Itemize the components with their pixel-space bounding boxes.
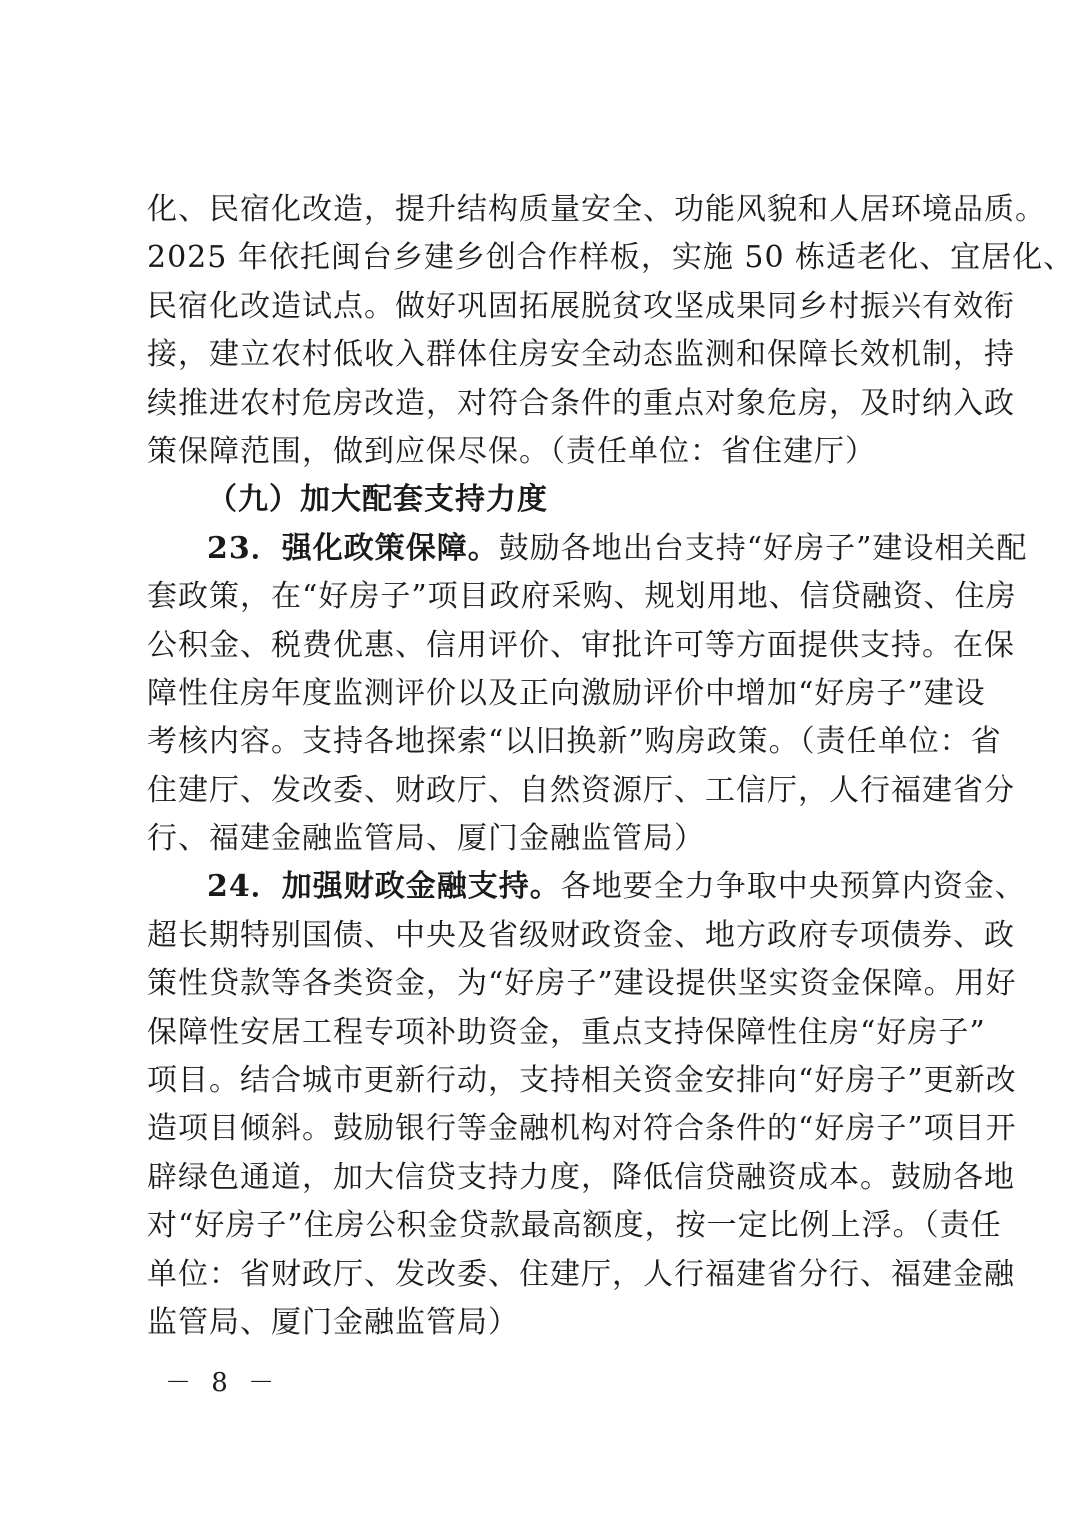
text-line: 超长期特别国债、中央及省级财政资金、地方政府专项债券、政 [147, 917, 1015, 953]
text-line: 造项目倾斜。鼓励银行等金融机构对符合条件的“好房子”项目开 [147, 1111, 1017, 1147]
text-line: 障性住房年度监测评价以及正向激励评价中增加“好房子”建设 [147, 675, 986, 711]
paragraph-continued [147, 186, 1075, 476]
item-text: 各地要全力争取中央预算内资金、 [560, 869, 1026, 905]
text-line: 套政策，在“好房子”项目政府采购、规划用地、信贷融资、住房 [147, 579, 1017, 615]
text-line: 2025 年依托闽台乡建乡创合作样板，实施 50 栋适老化、宜居化、 [147, 240, 1075, 276]
text-line: 接，建立农村低收入群体住房安全动态监测和保障长效机制，持 [147, 337, 1015, 373]
text-line: 对“好房子”住房公积金贷款最高额度，按一定比例上浮。（责任 [147, 1208, 1002, 1244]
text-line: 住建厅、发改委、财政厅、自然资源厅、工信厅，人行福建省分 [147, 772, 1015, 808]
item-number: 24． [207, 869, 282, 905]
item-first-line [147, 525, 1028, 573]
text-line: 行、福建金融监管局、厦门金融监管局） [147, 821, 705, 857]
item-text: 鼓励各地出台支持“好房子”建设相关配 [498, 530, 1028, 566]
item-title: 加强财政金融支持。 [281, 869, 561, 905]
document-page [147, 186, 1075, 1347]
text-line: 监管局、厦门金融监管局） [147, 1304, 519, 1340]
page-number: － 8 － [165, 1368, 281, 1398]
item-23 [147, 525, 1028, 864]
text-line: 单位：省财政厅、发改委、住建厅，人行福建省分行、福建金融 [147, 1256, 1015, 1292]
text-line: 民宿化改造试点。做好巩固拓展脱贫攻坚成果同乡村振兴有效衔 [147, 288, 1015, 324]
section-heading: （九）加大配套支持力度 [207, 482, 548, 518]
item-first-line [147, 863, 1026, 911]
text-line: 辟绿色通道，加大信贷支持力度，降低信贷融资成本。鼓励各地 [147, 1159, 1015, 1195]
text-line: 化、民宿化改造，提升结构质量安全、功能风貌和人居环境品质。 [147, 192, 1046, 227]
text-line: 公积金、税费优惠、信用评价、审批许可等方面提供支持。在保 [147, 627, 1015, 663]
item-24 [147, 863, 1026, 1347]
item-number: 23． [207, 530, 282, 566]
item-title: 强化政策保障。 [281, 530, 499, 566]
text-line: 策性贷款等各类资金，为“好房子”建设提供坚实资金保障。用好 [147, 966, 1017, 1002]
text-line: 考核内容。支持各地探索“以旧换新”购房政策。（责任单位：省 [147, 724, 1002, 760]
text-line: 续推进农村危房改造，对符合条件的重点对象危房，及时纳入政 [147, 385, 1015, 421]
text-line: 策保障范围，做到应保尽保。（责任单位：省住建厅） [147, 433, 876, 469]
text-line: 项目。结合城市更新行动，支持相关资金安排向“好房子”更新改 [147, 1063, 1017, 1099]
text-line: 保障性安居工程专项补助资金，重点支持保障性住房“好房子” [147, 1014, 986, 1050]
